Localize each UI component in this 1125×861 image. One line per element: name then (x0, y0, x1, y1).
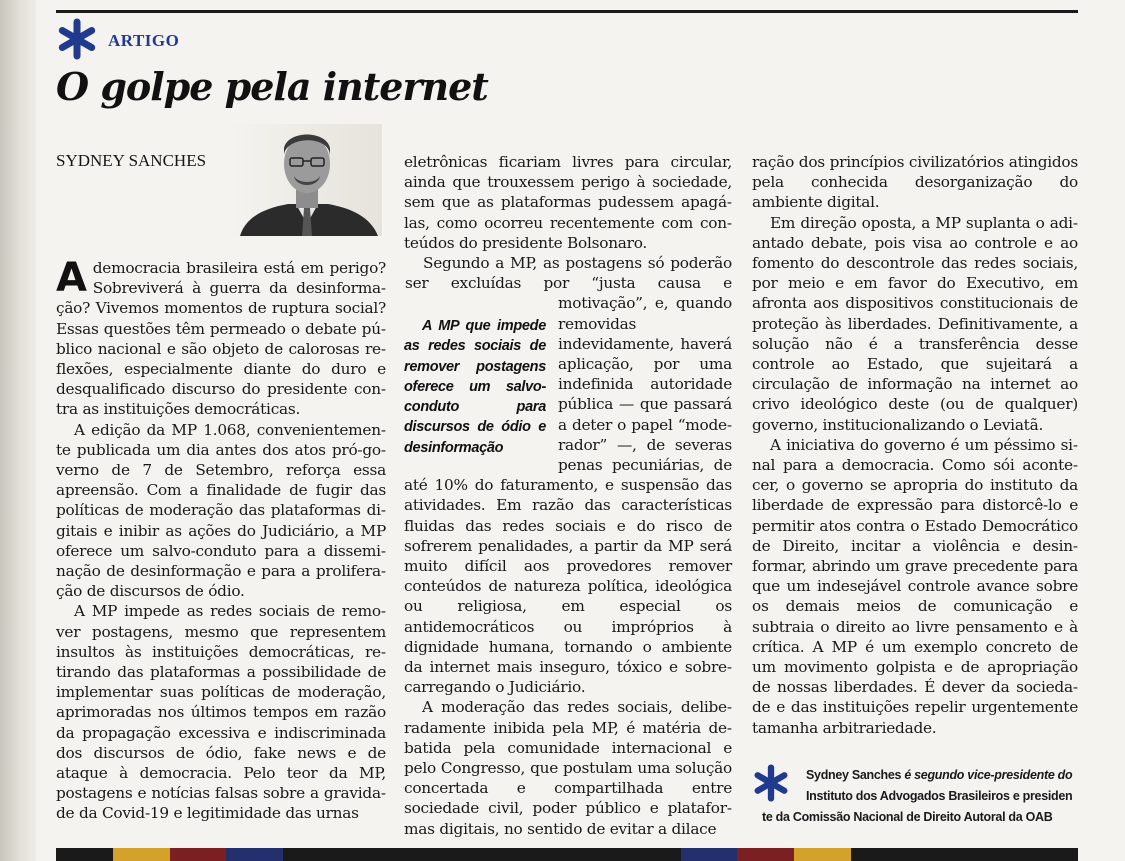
col3-para-1: ração dos princípios civilizatórios atingidos pela conhecida desorganização do ambiente digital. (752, 153, 1078, 212)
strip-segment (851, 848, 908, 861)
col2-para-3: A moderação das redes sociais, deliberadamente inibida pela MP, é matéria debatida pela comunidade internacional e pelo Congresso, que postulam uma solução concertada e compartilhada entre sociedade civil, poder público e plataformas digitais, no sentido de evitar a dilace (404, 698, 732, 838)
strip-segment (624, 848, 681, 861)
col1-para-3: A MP impede as redes sociais de remover postagens, mesmo que representem insultos às instituições democráticas, retirando das plataformas a possibilidade de implementar suas políticas de moderação, aprimoradas nos últimos tempos em razão da propagação excessiva e indiscriminada dos discursos de ódio, fake news e de ataque à democracia. Pelo teor da MP, postagens e notícias falsas sobre a gravidade da Covid-19 e legitimidade das urnas (56, 602, 386, 823)
strip-segment (567, 848, 624, 861)
dropcap: A (56, 255, 87, 301)
article-column-2 (404, 152, 732, 253)
strip-segment (737, 848, 794, 861)
strip-segment (397, 848, 454, 861)
strip-segment (340, 848, 397, 861)
article-column-1 (56, 255, 386, 824)
byline: SYDNEY SANCHES (56, 151, 207, 170)
bottom-color-strip (56, 848, 1078, 861)
author-note (762, 765, 1080, 828)
strip-segment (113, 848, 170, 861)
strip-segment (170, 848, 227, 861)
pull-quote: A MP que impede as redes sociais de remover postagens oferece um salvo-conduto para discursos de ódio e desinformação (404, 318, 546, 456)
strip-segment (681, 848, 738, 861)
strip-segment (1021, 848, 1078, 861)
strip-segment (283, 848, 340, 861)
page-spine-shadow (0, 0, 36, 861)
strip-segment (226, 848, 283, 861)
strip-segment (908, 848, 965, 861)
top-rule (56, 10, 1078, 13)
asterisk-icon (56, 18, 98, 60)
author-photo (232, 124, 382, 236)
col1-para-1: democracia brasileira está em perigo? Sobreviverá à guerra da desinformação? Vivemos momentos de ruptura social? Essas questões têm permeado o debate público nacional e são objeto de calorosas reflexões, especialmente diante do duro e desqualificado discurso do presidente contra as instituições democráticas. (56, 259, 386, 419)
headline: O golpe pela internet (56, 64, 488, 109)
col1-para-2: A edição da MP 1.068, convenientemente publicada um dia antes dos atos pró-governo de 7 de Setembro, reforça essa apreensão. Com a finalidade de fugir das políticas de moderação das plataformas digitais e inibir as ações do Judiciário, a MP oferece um salvo-conduto para a disseminação de desinformação e para a proliferação de discursos de ódio. (56, 420, 386, 601)
col3-para-2: Em direção oposta, a MP suplanta o adiantado debate, pois visa ao controle e ao fomento do descontrole das redes sociais, por meio e em favor do Executivo, em afronta aos dispositivos constitucionais de proteção às liberdades. Definitivamente, a solução não é a transferência desse controle ao Estado, que sujeitará a circulação de informação na internet ao crivo ideológico deste (ou de qualquer) governo, institucionalizando o Leviatã. (752, 213, 1078, 434)
strip-segment (794, 848, 851, 861)
strip-segment (453, 848, 510, 861)
article-column-2-body (404, 253, 732, 839)
strip-segment (510, 848, 567, 861)
author-role-line-1: é segundo vice-presidente do (901, 768, 1073, 782)
strip-segment (965, 848, 1022, 861)
author-role-line-3: te da Comissão Nacional de Direito Autoral da OAB (762, 810, 1053, 824)
col2-para-1: eletrônicas ficariam livres para circular, ainda que trouxessem perigo à sociedade, sem que as plataformas pudessem apagálas, como ocorreu recentemente com conteúdos do presidente Bolsonaro. (404, 153, 732, 252)
author-name: Sydney Sanches (806, 768, 902, 782)
section-label: ARTIGO (108, 31, 180, 50)
strip-segment (56, 848, 113, 861)
col2-para-2: A MP que impede as redes sociais de remover postagens oferece um salvo-conduto para discursos de ódio e desinformação Segundo a MP, as postagens só poderão ser excluídas por “justa causa e motivação”, e, quando removidas indevidamente, haverá aplicação, por uma indefinida autoridade pública — que passará a deter o papel “moderador” —, de severas penas pecuniárias, de até 10% do faturamento, e suspensão das atividades. Em razão das características fluidas das redes sociais e do risco de sofrerem penalidades, a partir da MP será muito difícil aos provedores remover conteúdos de natureza política, ideológica ou religiosa, em especial os antidemocráticos ou impróprios à dignidade humana, tornando o ambiente da internet mais inseguro, tóxico e sobrecarregando o Judiciário. (404, 254, 732, 697)
article-column-3 (752, 152, 1078, 738)
author-role-line-2: Instituto dos Advogados Brasileiros e presiden (806, 789, 1073, 803)
col3-para-3: A iniciativa do governo é um péssimo sinal para a democracia. Como sói acontecer, o governo se apropria do instituto da liberdade de expressão para distorcê-lo e permitir atos contra o Estado Democrático de Direito, incitar a violência e desinformar, abrindo um grave precedente para que um indesejável controle avance sobre os demais meios de comunicação e subtraia o direito ao livre pensamento e à crítica. A MP é um exemplo concreto de um movimento golpista e de apropriação de nossas liberdades. É dever da sociedade e das instituições repelir urgentemente tamanha arbitrariedade. (752, 435, 1078, 737)
